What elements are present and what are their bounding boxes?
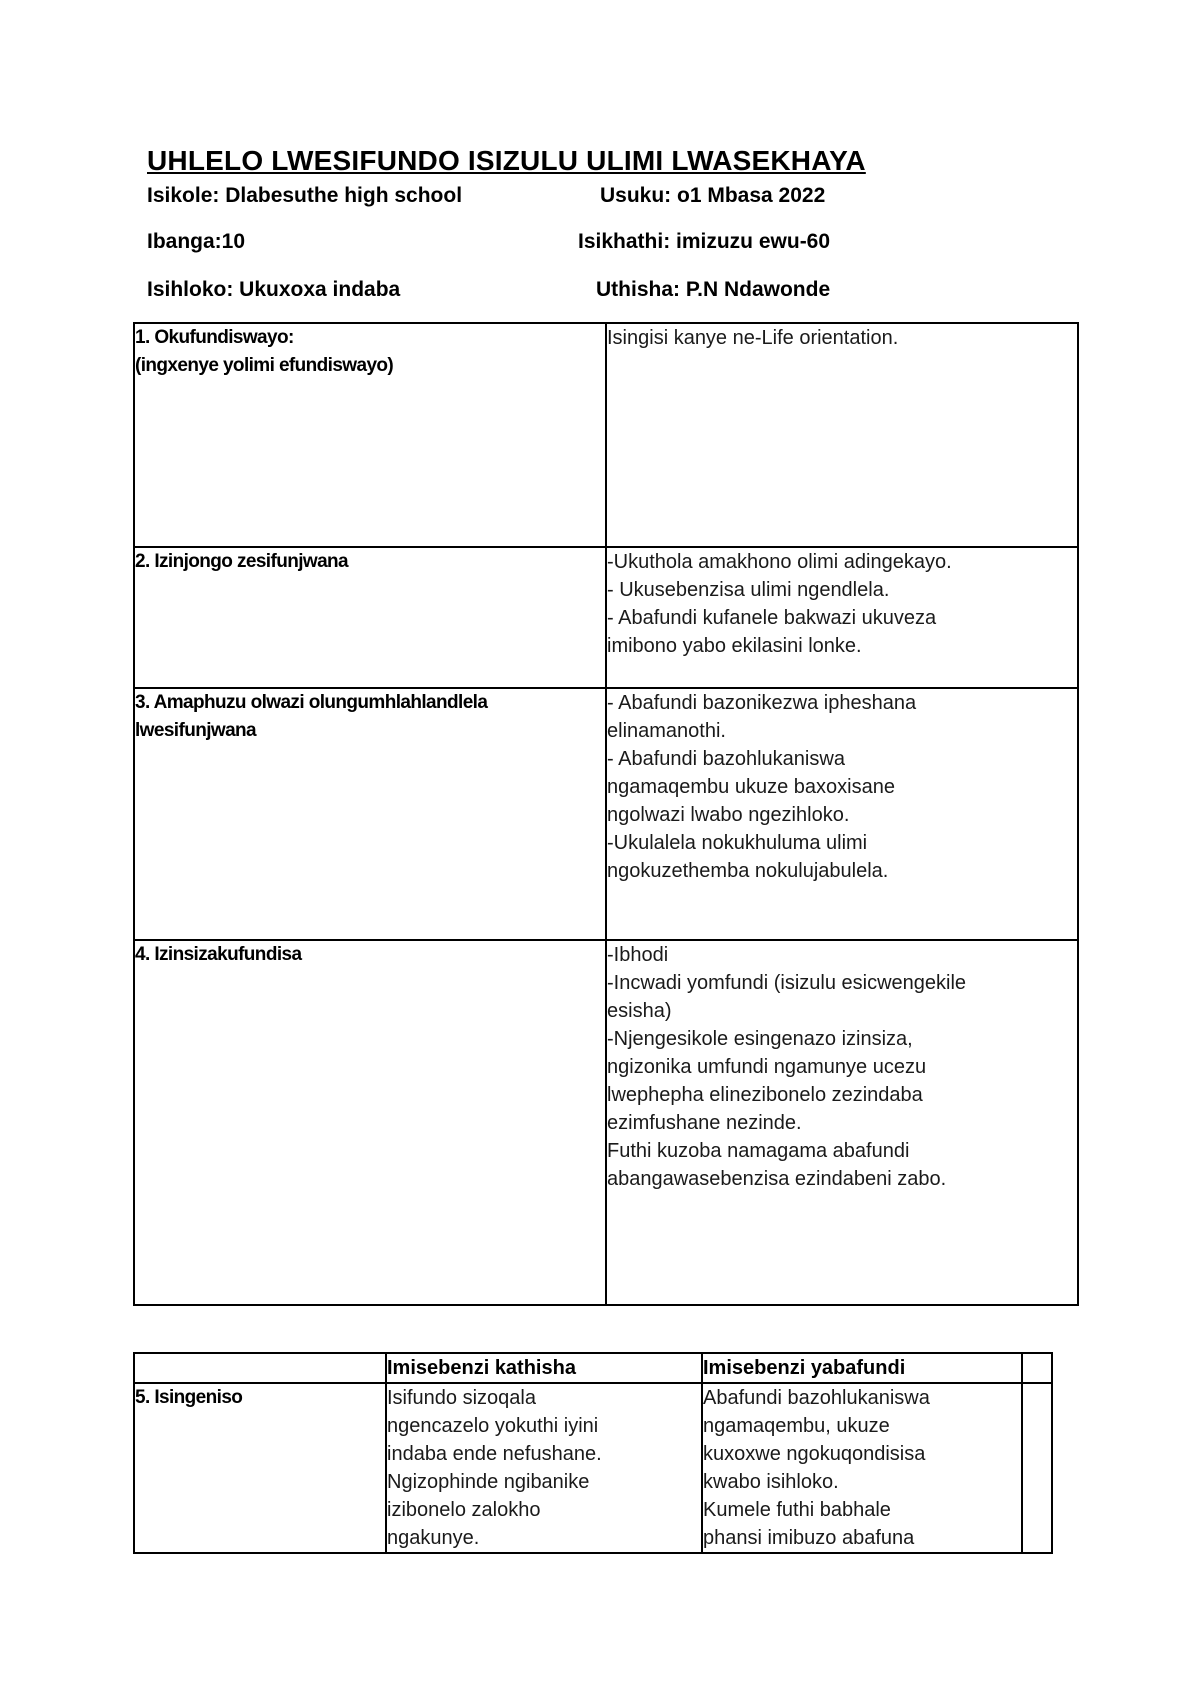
plan-content-line: ngokuzethemba nokulujabulela. [607, 860, 889, 882]
plan-content-line: -Ibhodi [607, 944, 669, 966]
activities-table [133, 1352, 1053, 1554]
plan-content-line: Isingisi kanye ne-Life orientation. [607, 327, 899, 349]
plan-content-line: -Njengesikole esingenazo izinsiza, [607, 1028, 913, 1050]
topic-field: Isihloko: Ukuxoxa indaba [147, 278, 401, 301]
plan-label-line: 2. Izinjongo zesifunjwana [135, 551, 349, 572]
lesson-plan-table [133, 322, 1079, 1306]
learner-activity-cell [702, 1383, 1022, 1553]
activities-header-extra [1022, 1353, 1052, 1383]
teacher-activity-line: Ngizophinde ngibanike [387, 1471, 590, 1493]
plan-content-line: esisha) [607, 1000, 672, 1022]
activities-label-line: 5. Isingeniso [135, 1387, 243, 1408]
learner-activity-line: ngamaqembu, ukuze [703, 1415, 890, 1437]
plan-content-cell [606, 940, 1078, 1305]
document-title: UHLELO LWESIFUNDO ISIZULU ULIMI LWASEKHAYA [147, 145, 866, 176]
plan-content-line: abangawasebenzisa ezindabeni zabo. [607, 1168, 947, 1190]
plan-content-line: imibono yabo ekilasini lonke. [607, 635, 862, 657]
teacher-activity-line: ngakunye. [387, 1527, 480, 1549]
teacher-activity-line: izibonelo zalokho [387, 1499, 541, 1521]
activities-header-row [134, 1353, 1052, 1383]
learner-activity-line: kuxoxwe ngokuqondisisa [703, 1443, 926, 1465]
activities-row-label [134, 1383, 386, 1553]
school-field: Isikole: Dlabesuthe high school [147, 184, 463, 207]
learner-activity-line: phansi imibuzo abafuna [703, 1527, 915, 1549]
plan-content-cell [606, 547, 1078, 688]
plan-label-cell [134, 688, 606, 940]
learner-activity-line: Abafundi bazohlukaniswa [703, 1387, 930, 1409]
plan-content-line: ngizonika umfundi ngamunye ucezu [607, 1056, 927, 1078]
plan-content-line: - Abafundi kufanele bakwazi ukuveza [607, 607, 937, 629]
plan-row-subject [134, 323, 1078, 547]
plan-content-cell [606, 323, 1078, 547]
plan-label-line: 3. Amaphuzu olwazi olungumhlahlandlela [135, 692, 488, 713]
plan-content-line: -Ukulalela nokukhuluma ulimi [607, 832, 868, 854]
learner-activity-line: Kumele futhi babhale [703, 1499, 891, 1521]
plan-row-objectives [134, 547, 1078, 688]
plan-label-cell [134, 547, 606, 688]
plan-label-line: 4. Izinsizakufundisa [135, 944, 302, 965]
plan-content-cell [606, 688, 1078, 940]
plan-content-line: - Abafundi bazohlukaniswa [607, 748, 845, 770]
plan-content-line: -Incwadi yomfundi (isizulu esicwengekile [607, 972, 967, 994]
plan-content-line: elinamanothi. [607, 720, 726, 742]
activities-row-introduction [134, 1383, 1052, 1553]
teacher-activity-line: indaba ende nefushane. [387, 1443, 602, 1465]
plan-label-line: lwesifunjwana [135, 720, 257, 741]
plan-label-line: (ingxenye yolimi efundiswayo) [135, 355, 394, 376]
plan-content-line: Futhi kuzoba namagama abafundi [607, 1140, 910, 1162]
activities-header-teacher: Imisebenzi kathisha [386, 1353, 702, 1383]
plan-label-line: 1. Okufundiswayo: [135, 327, 294, 348]
plan-label-cell [134, 323, 606, 547]
plan-label-cell [134, 940, 606, 1305]
activities-header-learners: Imisebenzi yabafundi [702, 1353, 1022, 1383]
teacher-activity-line: ngencazelo yokuthi iyini [387, 1415, 599, 1437]
teacher-field: Uthisha: P.N Ndawonde [596, 278, 831, 301]
plan-content-line: - Abafundi bazonikezwa ipheshana [607, 692, 917, 714]
date-field: Usuku: o1 Mbasa 2022 [600, 184, 826, 207]
learner-activity-line: kwabo isihloko. [703, 1471, 839, 1493]
grade-field: Ibanga:10 [147, 230, 246, 253]
plan-content-line: lwephepha elinezibonelo zezindaba [607, 1084, 923, 1106]
plan-content-line: ngolwazi lwabo ngezihloko. [607, 804, 850, 826]
plan-content-line: ngamaqembu ukuze baxoxisane [607, 776, 895, 798]
teacher-activity-line: Isifundo sizoqala [387, 1387, 536, 1409]
activities-header-empty [134, 1353, 386, 1383]
plan-content-line: ezimfushane nezinde. [607, 1112, 802, 1134]
plan-content-line: -Ukuthola amakhono olimi adingekayo. [607, 551, 952, 573]
duration-field: Isikhathi: imizuzu ewu-60 [578, 230, 831, 253]
plan-content-line: - Ukusebenzisa ulimi ngendlela. [607, 579, 890, 601]
teacher-activity-cell [386, 1383, 702, 1553]
plan-row-key-points [134, 688, 1078, 940]
plan-row-resources [134, 940, 1078, 1305]
activities-extra-cell [1022, 1383, 1052, 1553]
